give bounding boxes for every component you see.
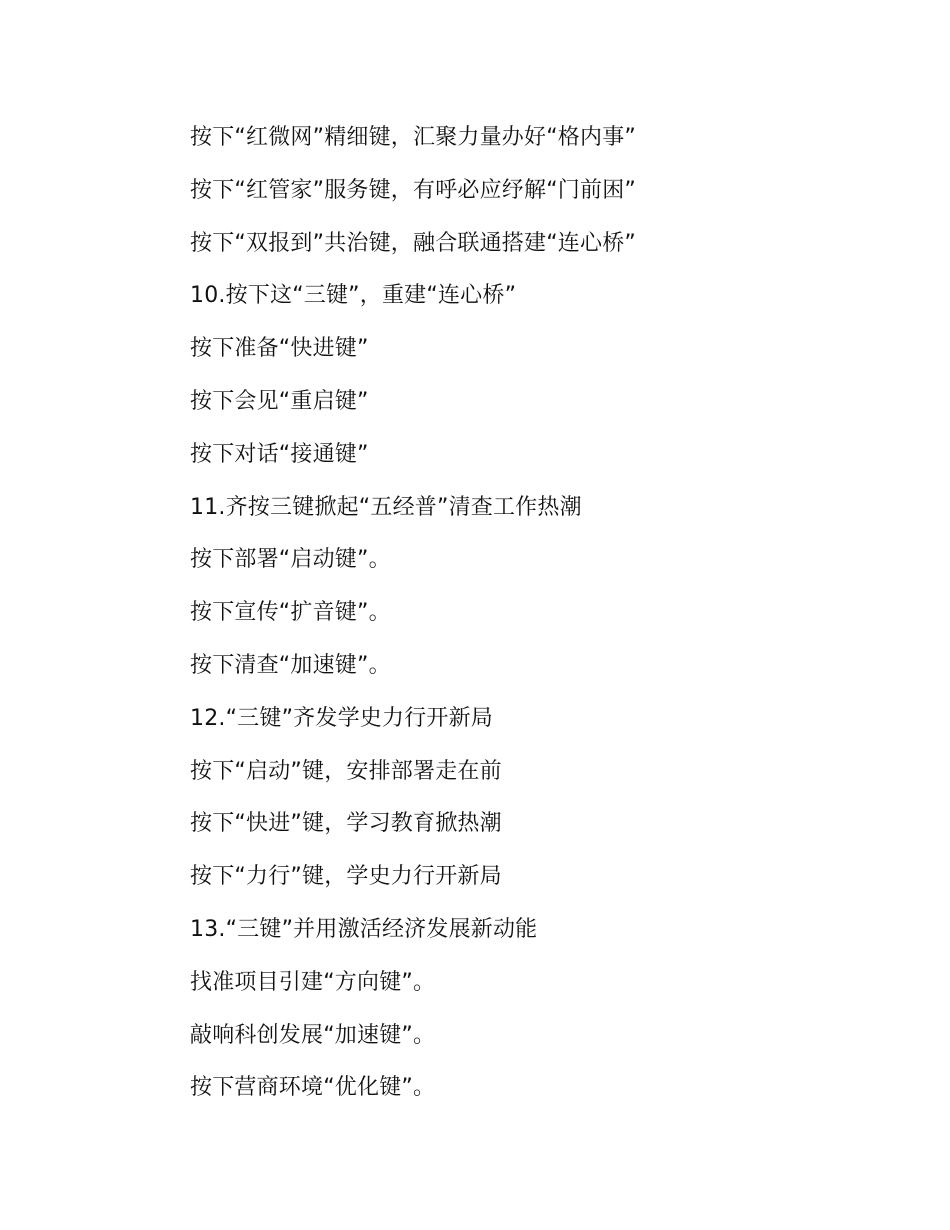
text-line: 按下清查“加速键”。: [190, 652, 391, 678]
text-line: 按下准备“快进键”: [190, 336, 369, 362]
text-line: 找准项目引建“方向键”。: [190, 969, 436, 995]
section-heading: 11.齐按三键掀起“五经普”清查工作热潮: [190, 494, 582, 520]
text-line: 按下营商环境“优化键”。: [190, 1075, 436, 1101]
text-line: 按下部署“启动键”。: [190, 547, 391, 573]
document-text: [190, 117, 890, 1120]
text-line: 按下“启动”键，安排部署走在前: [190, 758, 502, 784]
text-line: 按下“双报到”共治键，融合联通搭建“连心桥”: [190, 230, 636, 256]
text-line: 按下会见“重启键”: [190, 388, 369, 414]
text-line: 按下“快进”键，学习教育掀热潮: [190, 811, 502, 837]
text-line: 按下“红管家”服务键，有呼必应纾解“门前困”: [190, 177, 636, 203]
section-heading: 10.按下这“三键”，重建“连心桥”: [190, 283, 517, 309]
text-line: 敲响科创发展“加速键”。: [190, 1022, 436, 1048]
text-line: 按下宣传“扩音键”。: [190, 600, 391, 626]
text-line: 按下“力行”键，学史力行开新局: [190, 864, 502, 890]
section-heading: 12.“三键”齐发学史力行开新局: [190, 705, 493, 731]
text-line: 按下“红微网”精细键，汇聚力量办好“格内事”: [190, 125, 636, 150]
text-line: 按下对话“接通键”: [190, 441, 369, 467]
section-heading: 13.“三键”并用激活经济发展新动能: [190, 916, 538, 942]
